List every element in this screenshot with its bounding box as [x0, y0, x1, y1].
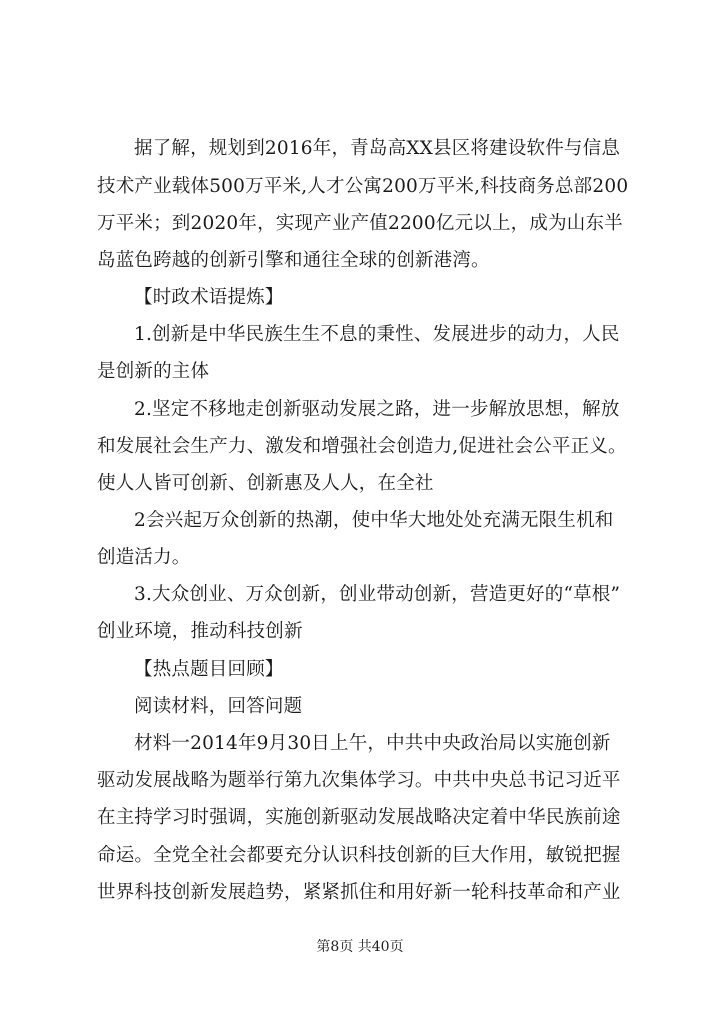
section-heading-hot-topics: 【热点题目回顾】 — [134, 659, 284, 680]
paragraph-line: 3.大众创业、万众创新，创业带动创新，营造更好的“草根” — [134, 584, 621, 605]
paragraph-line: 使人人皆可创新、创新惠及人人，在全社 — [97, 473, 434, 494]
section-heading-terms: 【时政术语提炼】 — [134, 287, 284, 308]
page-number-footer: 第8页 共40页 — [316, 939, 404, 955]
paragraph-line: 创业环境，推动科技创新 — [97, 621, 303, 642]
paragraph-line: 2会兴起万众创新的热潮，使中华大地处处充满无限生机和 — [134, 510, 614, 531]
paragraph-line: 据了解，规划到2016年，青岛高XX县区将建设软件与信息 — [134, 138, 621, 159]
paragraph-line: 技术产业载体500万平米,人才公寓200万平米,科技商务总部200 — [97, 176, 629, 197]
paragraph-line: 在主持学习时强调，实施创新驱动发展战略决定着中华民族前途 — [97, 807, 621, 828]
paragraph-line: 岛蓝色跨越的创新引擎和通往全球的创新港湾。 — [97, 250, 490, 271]
paragraph-line: 和发展社会生产力、激发和增强社会创造力,促进社会公平正义。 — [97, 436, 627, 457]
paragraph-line: 是创新的主体 — [97, 361, 210, 382]
paragraph-line: 1.创新是中华民族生生不息的秉性、发展进步的动力，人民 — [134, 324, 620, 345]
paragraph-line: 万平米；到2020年，实现产业产值2200亿元以上，成为山东半 — [97, 213, 623, 234]
paragraph-line: 2.坚定不移地走创新驱动发展之路，进一步解放思想，解放 — [134, 399, 620, 420]
paragraph-line: 创造活力。 — [97, 547, 191, 568]
paragraph-line: 阅读材料，回答问题 — [134, 696, 303, 717]
paragraph-line: 命运。全党全社会都要充分认识科技创新的巨大作用，敏锐把握 — [97, 845, 621, 866]
paragraph-line: 驱动发展战略为题举行第九次集体学习。中共中央总书记习近平 — [97, 770, 621, 791]
paragraph-line: 材料一2014年9月30日上午，中共中央政治局以实施创新 — [134, 733, 611, 754]
paragraph-line: 世界科技创新发展趋势，紧紧抓住和用好新一轮科技革命和产业 — [97, 882, 621, 903]
